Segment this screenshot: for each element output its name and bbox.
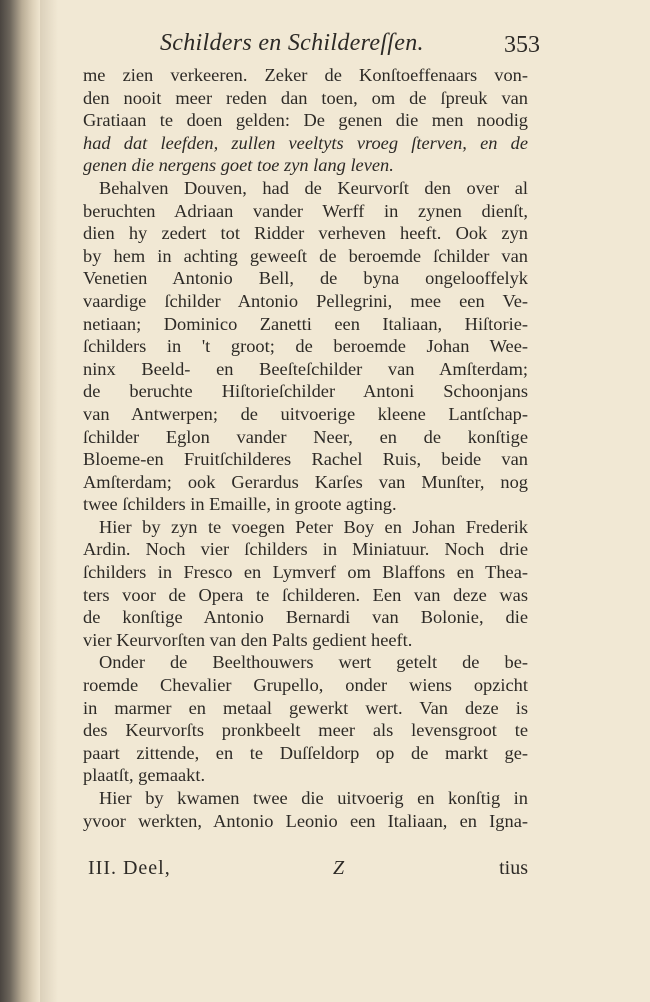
text-line: Gratiaan te doen gelden: De genen die men noodig [83,110,528,131]
text-line: Ardin. Noch vier ſchilders in Miniatuur. Noch drie [83,539,528,560]
text-line: Amſterdam; ook Gerardus Karſes van Munſter, nog [83,471,528,492]
text-line: de konſtige Antonio Bernardi van Bolonie, die [83,607,528,628]
text-line: ſchilders in Fresco en Lymverf om Blaffons en Thea- [83,562,528,583]
text-line: beruchten Adriaan vander Werff in zynen dienſt, [83,200,528,221]
catchword: tius [499,857,528,879]
text-line: Bloeme-en Fruitſchilderes Rachel Ruis, beide van [83,449,528,470]
text-line: plaatſt, gemaakt. [83,765,206,786]
text-line: ſchilder Eglon vander Neer, en de konſtige [83,426,528,447]
text-line: Hier by zyn te voegen Peter Boy en Johan Frederik [99,516,528,537]
text-line: Behalven Douven, had de Keurvorſt den over al [99,177,528,198]
body-text [83,64,528,832]
sheet-mark: Z [333,857,345,879]
text-line: de beruchte Hiſtorieſchilder Antoni Schoonjans [83,381,528,402]
text-line: Hier by kwamen twee die uitvoerig en konſtig in [99,788,528,808]
text-line: Onder de Beelthouwers wert getelt de be- [99,652,528,673]
text-line: den nooit meer reden dan toen, om de ſpreuk van [83,87,528,108]
text-line: yvoor werkten, Antonio Leonio een Italiaan, en Igna- [83,810,528,831]
running-head: Schilders en Schildereſſen. [160,30,424,56]
text-line: netiaan; Dominico Zanetti een Italiaan, Hiſtorie- [83,313,528,334]
text-line: des Keurvorſts pronkbeelt meer als levensgroot te [83,720,528,741]
text-line: by hem in achting geweeſt de beroemde ſchilder van [83,245,528,266]
text-line: dien hy zedert tot Ridder verheven heeft. Ook zyn [83,223,528,244]
text-line: paart zittende, en te Duſſeldorp op de markt ge- [83,742,528,763]
text-line: ters voor de Opera te ſchilderen. Een van deze was [83,584,528,605]
signature-mark: III. Deel, [88,857,171,879]
text-line: roemde Chevalier Grupello, onder wiens opzicht [83,675,528,696]
text-line: genen die nergens goet toe zyn lang leven. [83,155,394,176]
page-number: 353 [504,32,540,58]
text-line: in marmer en metaal gewerkt wert. Van deze is [83,697,528,718]
text-line: ſchilders in 't groot; de beroemde Johan Wee- [83,336,528,357]
text-line: ninx Beeld- en Beeſteſchilder van Amſterdam; [83,358,528,379]
page-header [150,30,540,66]
text-line: vaardige ſchilder Antonio Pellegrini, mee een Ve- [83,290,528,311]
text-line: Venetien Antonio Bell, de byna ongelooffelyk [83,268,528,289]
text-line: van Antwerpen; de uitvoerige kleene Lantſchap- [83,403,528,424]
text-line: twee ſchilders in Emaille, in groote agting. [83,494,397,515]
text-line: vier Keurvorſten van den Palts gedient heeft. [83,629,413,650]
page-footer [88,857,528,887]
text-line: had dat leefden, zullen veeltyts vroeg ſterven, en de [83,132,528,153]
text-line: me zien verkeeren. Zeker de Konſtoeffenaars von- [83,65,528,85]
